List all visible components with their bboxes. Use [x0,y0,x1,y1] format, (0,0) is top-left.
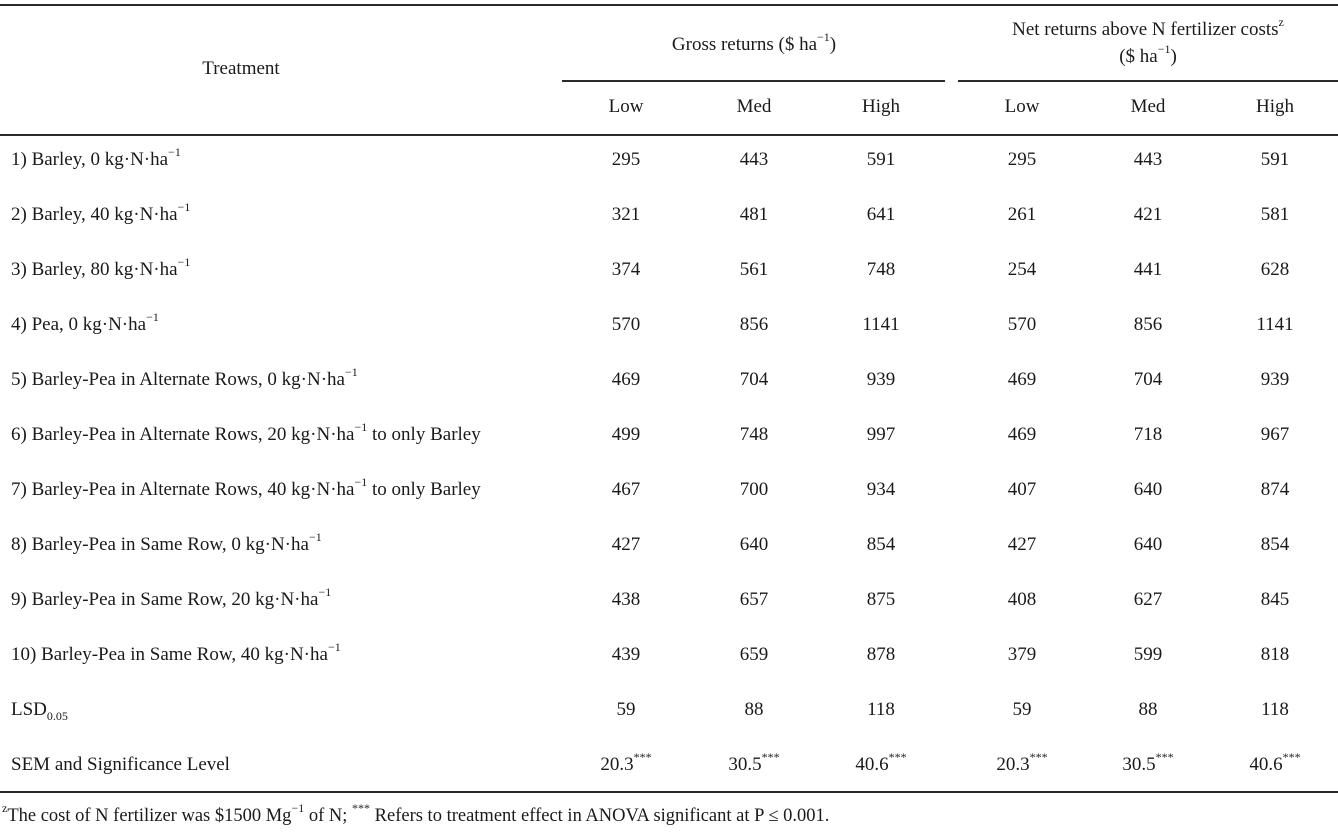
gross-returns-header: Gross returns ($ $ha^{-1}$) [671,29,837,55]
cell-net-high: 628 [1260,259,1290,280]
table-top-rule [0,4,1338,6]
cell-gross-low: 427 [611,534,641,555]
subheader-net-med: Med [1130,96,1166,117]
cell-net-high: 1141 [1256,314,1294,335]
cell-net-high: 845 [1260,589,1290,610]
cell-net-low: 469 [1007,369,1037,390]
cell-gross-med: 704 [739,369,769,390]
net-returns-units: ($ $ha^{-1}$) [1119,41,1177,67]
cell-net-high: 591 [1260,149,1290,170]
cell-gross-high: 854 [866,534,896,555]
cell-gross-med: 657 [739,589,769,610]
subheader-gross-low: Low [608,96,644,117]
cell-net-med: 640 [1133,479,1163,500]
row-label: 9) Barley-Pea in Same Row, 20 $kg\cdot N\cdot ha^{-1}$ [11,584,332,610]
cell-gross-low: 469 [611,369,641,390]
subheader-net-high: High [1256,96,1294,117]
header-bottom-rule [0,134,1338,136]
cell-gross-med: 700 [739,479,769,500]
cell-gross-high: 1141 [862,314,900,335]
cell-gross-low: 439 [611,644,641,665]
cell-gross-high: 641 [866,204,896,225]
cell-net-low: 469 [1007,424,1037,445]
row-label: 7) Barley-Pea in Alternate Rows, 40 $kg\cdot N\cdot ha^{-1}$ to only Barley [11,474,481,500]
subheader-gross-high: High [862,96,900,117]
cell-net-low: 379 [1007,644,1037,665]
cell-net-med: 441 [1133,259,1163,280]
lsd-label: $LSD_{0.05}$ [11,699,68,723]
cell-net-med: 443 [1133,149,1163,170]
sem-gross-med: 30.5*** [728,749,780,775]
cell-gross-med: 640 [739,534,769,555]
cell-net-low: 295 [1007,149,1037,170]
cell-gross-low: 295 [611,149,641,170]
cell-net-low: 408 [1007,589,1037,610]
cell-net-low: 261 [1007,204,1037,225]
lsd-gross-high: 118 [867,699,895,720]
net-returns-header: Net returns above N fertilizer costs$^z$ [1012,14,1284,40]
gross-returns-rule [562,80,945,82]
cell-gross-low: 374 [611,259,641,280]
cell-net-low: 254 [1007,259,1037,280]
cell-gross-med: 481 [739,204,769,225]
cell-gross-med: 856 [739,314,769,335]
cell-net-med: 599 [1133,644,1163,665]
row-label: 10) Barley-Pea in Same Row, 40 $kg\cdot N\cdot ha^{-1}$ [11,639,341,665]
cell-gross-med: 443 [739,149,769,170]
sem-net-high: 40.6*** [1249,749,1301,775]
treatment-header: Treatment [202,58,280,79]
lsd-net-high: 118 [1261,699,1289,720]
sem-gross-low: 20.3*** [600,749,652,775]
cell-gross-med: 561 [739,259,769,280]
cell-net-high: 854 [1260,534,1290,555]
cell-gross-low: 321 [611,204,641,225]
cell-net-med: 640 [1133,534,1163,555]
lsd-net-low: 59 [1012,699,1032,720]
cell-gross-high: 878 [866,644,896,665]
sem-net-med: 30.5*** [1122,749,1174,775]
row-label: 2) Barley, 40 $kg\cdot N\cdot ha^{-1}$ [11,199,191,225]
cell-gross-high: 997 [866,424,896,445]
cell-net-high: 581 [1260,204,1290,225]
subheader-gross-med: Med [736,96,772,117]
lsd-net-med: 88 [1138,699,1158,720]
sem-net-low: 20.3*** [996,749,1048,775]
cell-gross-high: 939 [866,369,896,390]
cell-gross-low: 467 [611,479,641,500]
row-label: 6) Barley-Pea in Alternate Rows, 20 $kg\cdot N\cdot ha^{-1}$ to only Barley [11,419,481,445]
cell-net-low: 570 [1007,314,1037,335]
cell-gross-med: 748 [739,424,769,445]
cell-gross-high: 591 [866,149,896,170]
sem-gross-high: 40.6*** [855,749,907,775]
cell-net-high: 818 [1260,644,1290,665]
cell-gross-med: 659 [739,644,769,665]
cell-gross-low: 438 [611,589,641,610]
cell-gross-low: 570 [611,314,641,335]
cell-net-med: 627 [1133,589,1163,610]
row-label: 3) Barley, 80 $kg\cdot N\cdot ha^{-1}$ [11,254,191,280]
row-label: 8) Barley-Pea in Same Row, 0 $kg\cdot N\cdot ha^{-1}$ [11,529,322,555]
cell-gross-high: 875 [866,589,896,610]
row-label: 5) Barley-Pea in Alternate Rows, 0 $kg\cdot N\cdot ha^{-1}$ [11,364,358,390]
cell-net-med: 421 [1133,204,1163,225]
cell-net-high: 939 [1260,369,1290,390]
cell-gross-low: 499 [611,424,641,445]
sem-label: SEM and Significance Level [11,754,230,775]
net-returns-rule [958,80,1338,82]
row-label: 4) Pea, 0 $kg\cdot N\cdot ha^{-1}$ [11,309,159,335]
cell-net-high: 967 [1260,424,1290,445]
cell-net-med: 704 [1133,369,1163,390]
cell-net-high: 874 [1260,479,1290,500]
cell-gross-high: 934 [866,479,896,500]
lsd-gross-med: 88 [744,699,764,720]
footnote: $^z$The cost of N fertilizer was $1500 $Mg^{-1}$ of N; *** Refers to treatment effect in ANOVA significant at P ≤ 0.001. [2,800,830,826]
cell-gross-high: 748 [866,259,896,280]
cell-net-low: 427 [1007,534,1037,555]
lsd-gross-low: 59 [616,699,636,720]
cell-net-med: 856 [1133,314,1163,335]
cell-net-low: 407 [1007,479,1037,500]
table-bottom-rule [0,791,1338,793]
row-label: 1) Barley, 0 $kg\cdot N\cdot ha^{-1}$ [11,144,181,170]
cell-net-med: 718 [1133,424,1163,445]
subheader-net-low: Low [1004,96,1040,117]
